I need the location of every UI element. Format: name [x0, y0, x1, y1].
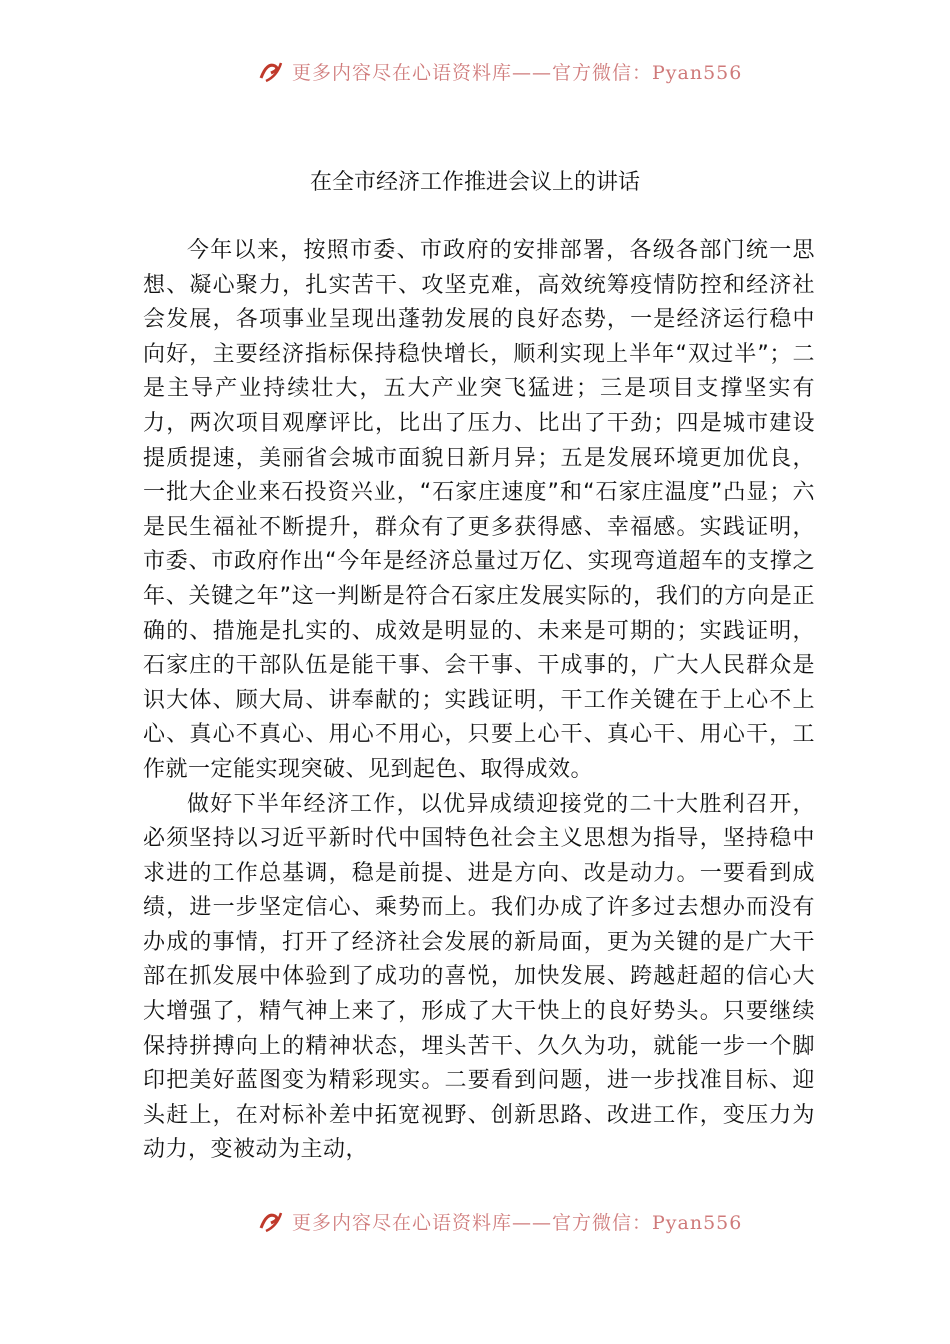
watermark-text: 更多内容尽在心语资料库——官方微信：Pyan556 [292, 61, 743, 84]
paragraph: 做好下半年经济工作，以优异成绩迎接党的二十大胜利召开，必须坚持以习近平新时代中国特色社会主义思想为指导，坚持稳中求进的工作总基调，稳是前提、进是方向、改是动力。一要看到成绩，进一步坚定信心、乘势而上。我们办成了许多过去想办而没有办成的事情，打开了经济社会发展的新局面，更为关键的是广大干部在抓发展中体验到了成功的喜悦，加快发展、跨越赶超的信心大大增强了，精气神上来了，形成了大干快上的良好势头。只要继续保持拼搏向上的精神状态，埋头苦干、久久为功，就能一步一个脚印把美好蓝图变为精彩现实。二要看到问题，进一步找准目标、迎头赶上，在对标补差中拓宽视野、创新思路、改进工作，变压力为动力，变被动为主动， [143, 791, 815, 1163]
document-title: 在全市经济工作推进会议上的讲话 [309, 170, 640, 195]
document-body [143, 234, 815, 1168]
watermark-text: 更多内容尽在心语资料库——官方微信：Pyan556 [292, 1211, 743, 1234]
logo-icon [258, 1208, 284, 1234]
logo-icon [258, 58, 284, 84]
paragraph: 今年以来，按照市委、市政府的安排部署，各级各部门统一思想、凝心聚力，扎实苦干、攻坚克难，高效统筹疫情防控和经济社会发展，各项事业呈现出蓬勃发展的良好态势，一是经济运行稳中向好，主要经济指标保持稳快增长，顺利实现上半年“双过半”；二是主导产业持续壮大，五大产业突飞猛进；三是项目支撑坚实有力，两次项目观摩评比，比出了压力、比出了干劲；四是城市建设提质提速，美丽省会城市面貌日新月异；五是发展环境更加优良，一批大企业来石投资兴业，“石家庄速度”和“石家庄温度”凸显；六是民生福祉不断提升，群众有了更多获得感、幸福感。实践证明，市委、市政府作出“今年是经济总量过万亿、实现弯道超车的支撑之年、关键之年”这一判断是符合石家庄发展实际的，我们的方向是正确的、措施是扎实的、成效是明显的、未来是可期的；实践证明，石家庄的干部队伍是能干事、会干事、干成事的，广大人民群众是识大体、顾大局、讲奉献的；实践证明，干工作关键在于上心不上心、真心不真心、用心不用心，只要上心干、真心干、用心干，工作就一定能实现突破、见到起色、取得成效。 [143, 238, 815, 782]
watermark-bottom [258, 1206, 742, 1236]
watermark-top [258, 56, 742, 86]
